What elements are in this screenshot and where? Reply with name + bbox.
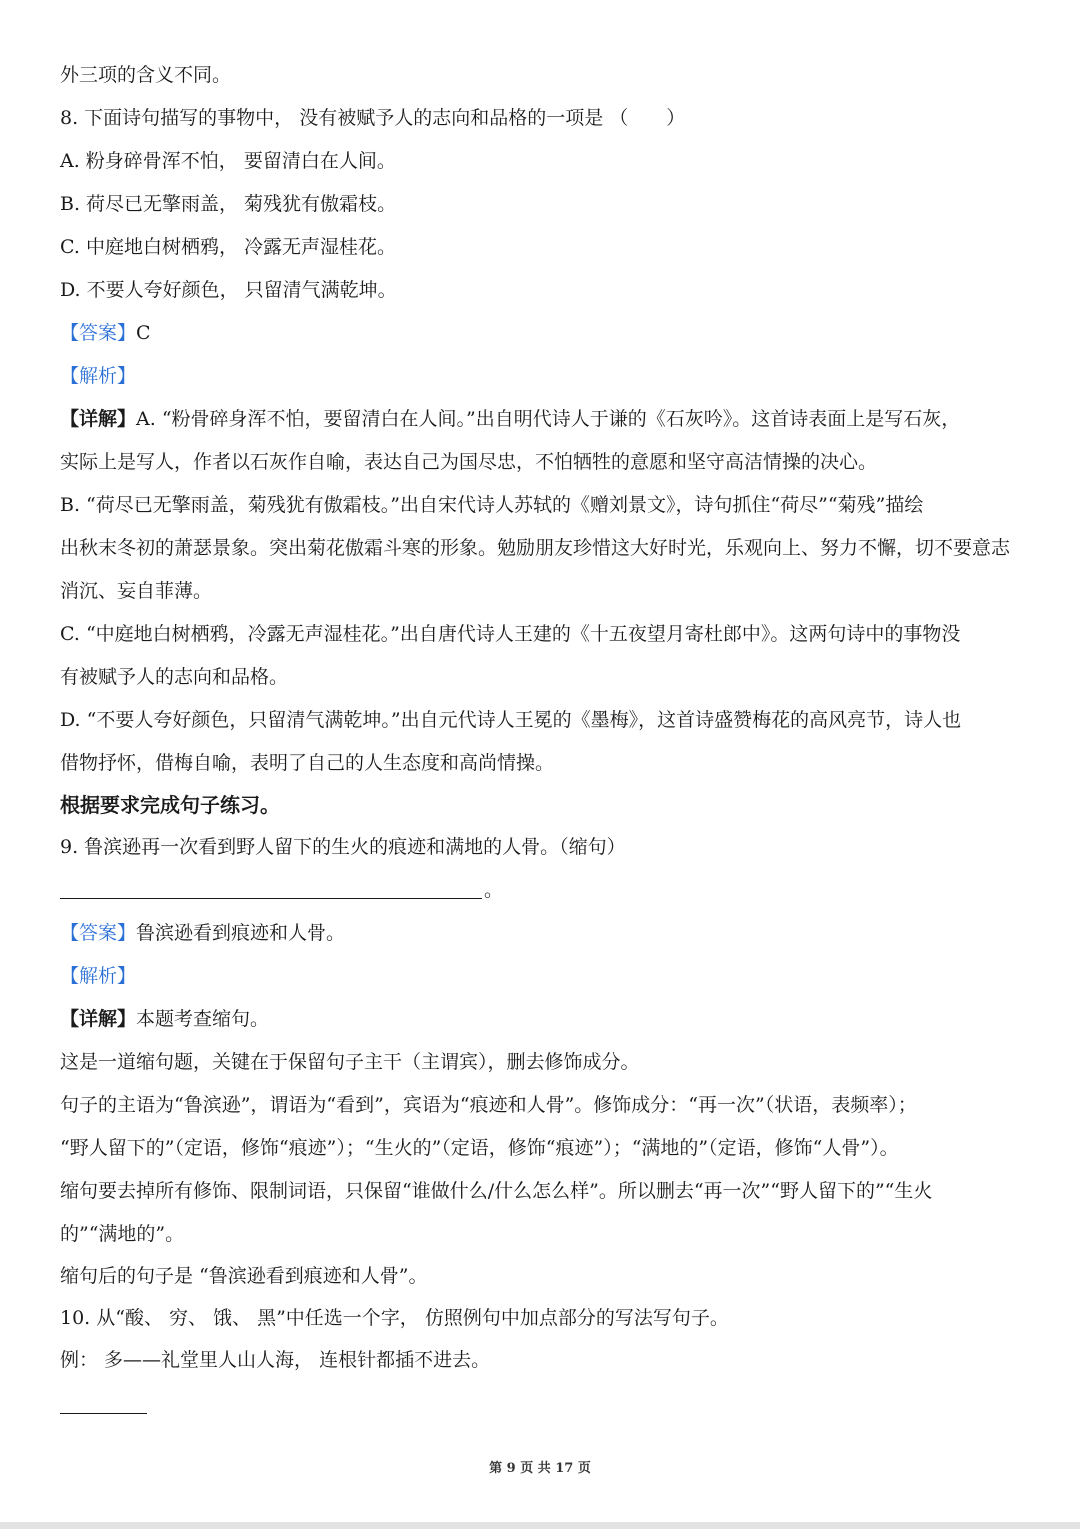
option-d: D. 不要人夸好颜色， 只留清气满乾坤。	[60, 279, 397, 301]
detail-line	[60, 1006, 269, 1032]
detail-text: A. “粉骨碎身浑不怕，要留清白在人间。”出自明代诗人于谦的《石灰吟》。这首诗表面上是写石灰，	[136, 408, 961, 430]
text-line: 借物抒怀，借梅自喻，表明了自己的人生态度和高尚情操。	[60, 752, 555, 774]
answer-label: 【答案】	[60, 322, 137, 344]
answer-label: 【答案】	[60, 922, 137, 944]
answer-blank[interactable]	[60, 1413, 147, 1414]
analysis-label: 【解析】	[60, 965, 137, 987]
text-line: B. “荷尽已无擎雨盖，菊残犹有傲霜枝。”出自宋代诗人苏轼的《赠刘景文》，诗句抓住“荷尽”“菊残”描绘	[60, 494, 924, 516]
section-heading: 根据要求完成句子练习。	[60, 793, 280, 817]
text-line: 外三项的含义不同。	[60, 64, 232, 86]
text-line: “野人留下的”（定语，修饰“痕迹”）；“生火的”（定语，修饰“痕迹”）；“满地的”（定语，修饰“人骨”）。	[60, 1137, 899, 1159]
text-line: 的”“满地的”。	[60, 1223, 185, 1245]
answer-line	[60, 320, 151, 346]
page-number: 第 9 页 共 17 页	[489, 1461, 591, 1476]
detail-line	[60, 406, 960, 432]
question-10: 10. 从“酸、 穷、 饿、 黑”中任选一个字， 仿照例句中加点部分的写法写句子。	[60, 1307, 729, 1329]
analysis-label: 【解析】	[60, 365, 137, 387]
option-c: C. 中庭地白树栖鸦， 冷露无声湿桂花。	[60, 236, 396, 258]
detail-text: 本题考查缩句。	[136, 1008, 270, 1030]
question-8: 8. 下面诗句描写的事物中， 没有被赋予人的志向和品格的一项是 （ ）	[60, 107, 686, 129]
text-line: 出秋末冬初的萧瑟景象。突出菊花傲霜斗寒的形象。勉励朋友珍惜这大好时光，乐观向上、努力不懈，切不要意志	[60, 537, 1011, 559]
example-line: 例： 多——礼堂里人山人海， 连根针都插不进去。	[60, 1349, 491, 1371]
text-line: 实际上是写人，作者以石灰作自喻，表达自己为国尽忠，不怕牺牲的意愿和坚守高洁情操的决心。	[60, 451, 878, 473]
text-line: 缩句后的句子是 “鲁滨逊看到痕迹和人骨”。	[60, 1265, 428, 1287]
text-line: 有被赋予人的志向和品格。	[60, 666, 289, 688]
question-9: 9. 鲁滨逊再一次看到野人留下的生火的痕迹和满地的人骨。（缩句）	[60, 836, 626, 858]
text-line: C. “中庭地白树栖鸦，冷露无声湿桂花。”出自唐代诗人王建的《十五夜望月寄杜郎中》。这两句诗中的事物没	[60, 623, 961, 645]
answer-value: 鲁滨逊看到痕迹和人骨。	[136, 922, 346, 944]
text-line: 消沉、妄自菲薄。	[60, 580, 213, 602]
answer-value: C	[136, 322, 151, 344]
answer-line	[60, 920, 345, 946]
detail-label: 【详解】	[60, 1008, 137, 1030]
detail-label: 【详解】	[60, 408, 137, 430]
blank-period: 。	[484, 879, 504, 901]
text-line: 句子的主语为“鲁滨逊”，谓语为“看到”，宾语为“痕迹和人骨”。修饰成分：“再一次”（状语，表频率）；	[60, 1094, 917, 1116]
text-line: D. “不要人夸好颜色，只留清气满乾坤。”出自元代诗人王冕的《墨梅》，这首诗盛赞梅花的高风亮节，诗人也	[60, 709, 962, 731]
answer-blank[interactable]	[60, 898, 482, 899]
bottom-scroll-edge	[0, 1522, 1080, 1529]
option-a: A. 粉身碎骨浑不怕， 要留清白在人间。	[60, 150, 396, 172]
text-line: 缩句要去掉所有修饰、限制词语，只保留“谁做什么/什么怎么样”。所以删去“再一次”“野人留下的”“生火	[60, 1180, 933, 1202]
option-b: B. 荷尽已无擎雨盖， 菊残犹有傲霜枝。	[60, 193, 397, 215]
text-line: 这是一道缩句题，关键在于保留句子主干（主谓宾），删去修饰成分。	[60, 1051, 640, 1073]
